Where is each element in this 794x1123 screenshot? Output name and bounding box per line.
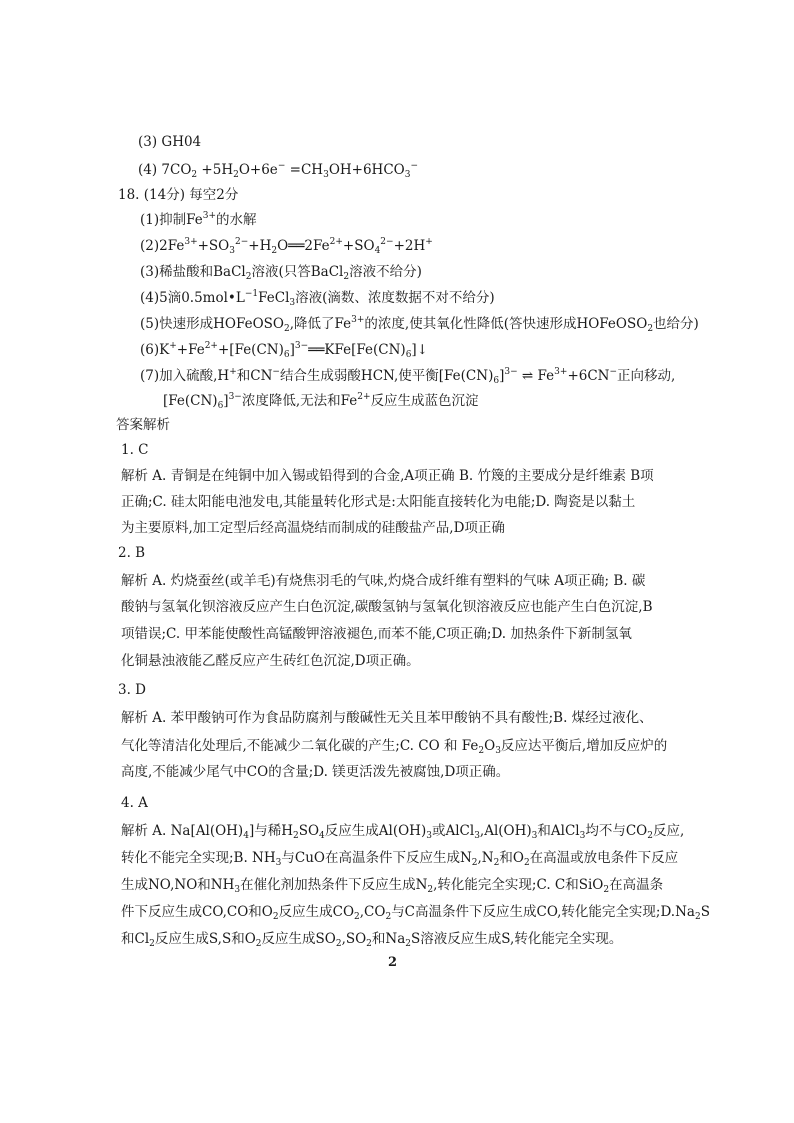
q18-answer-3: (3)稀盐酸和BaCl$_2$溶液(只答BaCl$_2$溶液不给分) xyxy=(140,264,422,282)
item-3-number: 3. D xyxy=(118,682,146,698)
item-2-number: 2. B xyxy=(118,545,146,561)
q17-answer-3: (3) GH04 xyxy=(138,134,202,150)
section-title: 答案解析 xyxy=(116,417,170,433)
item-2-line-3: 项错误;C. 甲苯能使酸性高锰酸钾溶液褪色,而苯不能,C项正确;D. 加热条件下新制氢氧 xyxy=(121,626,632,642)
item-2-line-1: 解析 A. 灼烧蚕丝(或羊毛)有烧焦羽毛的气味,灼烧合成纤维有塑料的气味 A项正确; B. 碳 xyxy=(121,573,646,589)
item-4-line-2: 转化不能完全实现;B. $NH_3$与CuO在高温条件下反应生成$N_2,N_2$和$O_2$在高温或放电条件下反应 xyxy=(121,850,679,868)
item-4-line-5: 和$Cl_2$反应生成S,S和$O_2$反应生成$SO_2,SO_2$和$Na_2S$溶液反应生成S,转化能完全实现。 xyxy=(121,931,623,949)
item-4-line-3: 生成NO,NO和$NH_3$在催化剂加热条件下反应生成$N_2$,转化能完全实现;C. C和SiO$_2$在高温条 xyxy=(121,877,664,895)
item-4-line-1: 解析 A. $Na[Al(OH)_4]$与稀$H_2SO_4$反应生成$Al(OH)_3$或$AlCl_3,Al(OH)_3$和AlCl$_3$均不与$CO_2$反应, xyxy=(121,823,685,841)
q18-answer-4: (4)5滴$0.5mol•L^{-1}FeCl_3$溶液(滴数、浓度数据不对不给分) xyxy=(140,289,495,308)
item-2-line-4: 化铜悬浊液能乙醛反应产生砖红色沉淀,D项正确。 xyxy=(121,653,420,669)
item-4-line-4: 件下反应生成CO,CO和$O_2$反应生成$CO_2,CO_2$与C高温条件下反应生成CO,转化能完全实现$;D.Na_2S$ xyxy=(121,904,710,922)
item-3-line-1: 解析 A. 苯甲酸钠可作为食品防腐剂与酸碱性无关且苯甲酸钠不具有酸性;B. 煤经过液化、 xyxy=(121,710,653,726)
q17-answer-4: (4) $7CO_2 +5H_2O+6e^- =CH_3OH+6HCO_3^-$ xyxy=(138,161,419,180)
item-3-line-3: 高度,不能减少尾气中CO的含量;D. 镁更活泼先被腐蚀,D项正确。 xyxy=(121,764,510,780)
item-1-line-2: 正确;C. 硅太阳能电池发电,其能量转化形式是:太阳能直接转化为电能;D. 陶瓷是以黏土 xyxy=(121,494,636,510)
item-3-line-2: 气化等清洁化处理后,不能减少二氧化碳的产生;C. CO 和 $Fe_2O_3$反应达平衡后,增加反应炉的 xyxy=(121,738,668,756)
item-1-line-3: 为主要原料,加工定型后经高温烧结而制成的硅酸盐产品,D项正确 xyxy=(121,520,505,536)
item-1-number: 1. C xyxy=(121,442,149,458)
q18-answer-5: (5)快速形成HOFeOSO$_2$,降低了$Fe^{3+}$的浓度,使其氧化性降低(答快速形成HOFeOSO$_2$也给分) xyxy=(140,315,699,334)
q18-answer-7-line2: $[Fe(CN)_6]^{3-}$浓度降低,无法和$Fe^{2+}$反应生成蓝色沉淀 xyxy=(163,392,479,411)
item-1-line-1: 解析 A. 青铜是在纯铜中加入锡或铅得到的合金,A项正确 B. 竹篾的主要成分是纤维素 B项 xyxy=(121,468,654,484)
q18-header: 18. (14分) 每空2分 xyxy=(118,187,239,203)
q18-answer-6: $(6)K^++Fe^{2+}+[Fe(CN)_6]^{3-}══KFe[Fe(CN)_6]↓$ xyxy=(140,341,429,360)
item-2-line-2: 酸钠与氢氧化钡溶液反应产生白色沉淀,碳酸氢钠与氢氧化钡溶液反应也能产生白色沉淀,B xyxy=(121,599,653,615)
page-number: 2 xyxy=(388,955,398,970)
item-4-number: 4. A xyxy=(121,795,148,811)
q18-answer-7-line1: (7)加入硫酸,H+和CN−结合生成弱酸HCN,使平衡$[Fe(CN)_6]^{3-}$ ⇌ $Fe^{3+}+6CN^-$正向移动, xyxy=(140,367,676,386)
q18-answer-1: (1)抑制$Fe^{3+}$的水解 xyxy=(140,211,257,228)
q18-answer-2: $(2)2Fe^{3+}+SO_3^{2-}+H_2O══2Fe^{2+}+SO_4^{2-}+2H^+$ xyxy=(140,237,433,256)
